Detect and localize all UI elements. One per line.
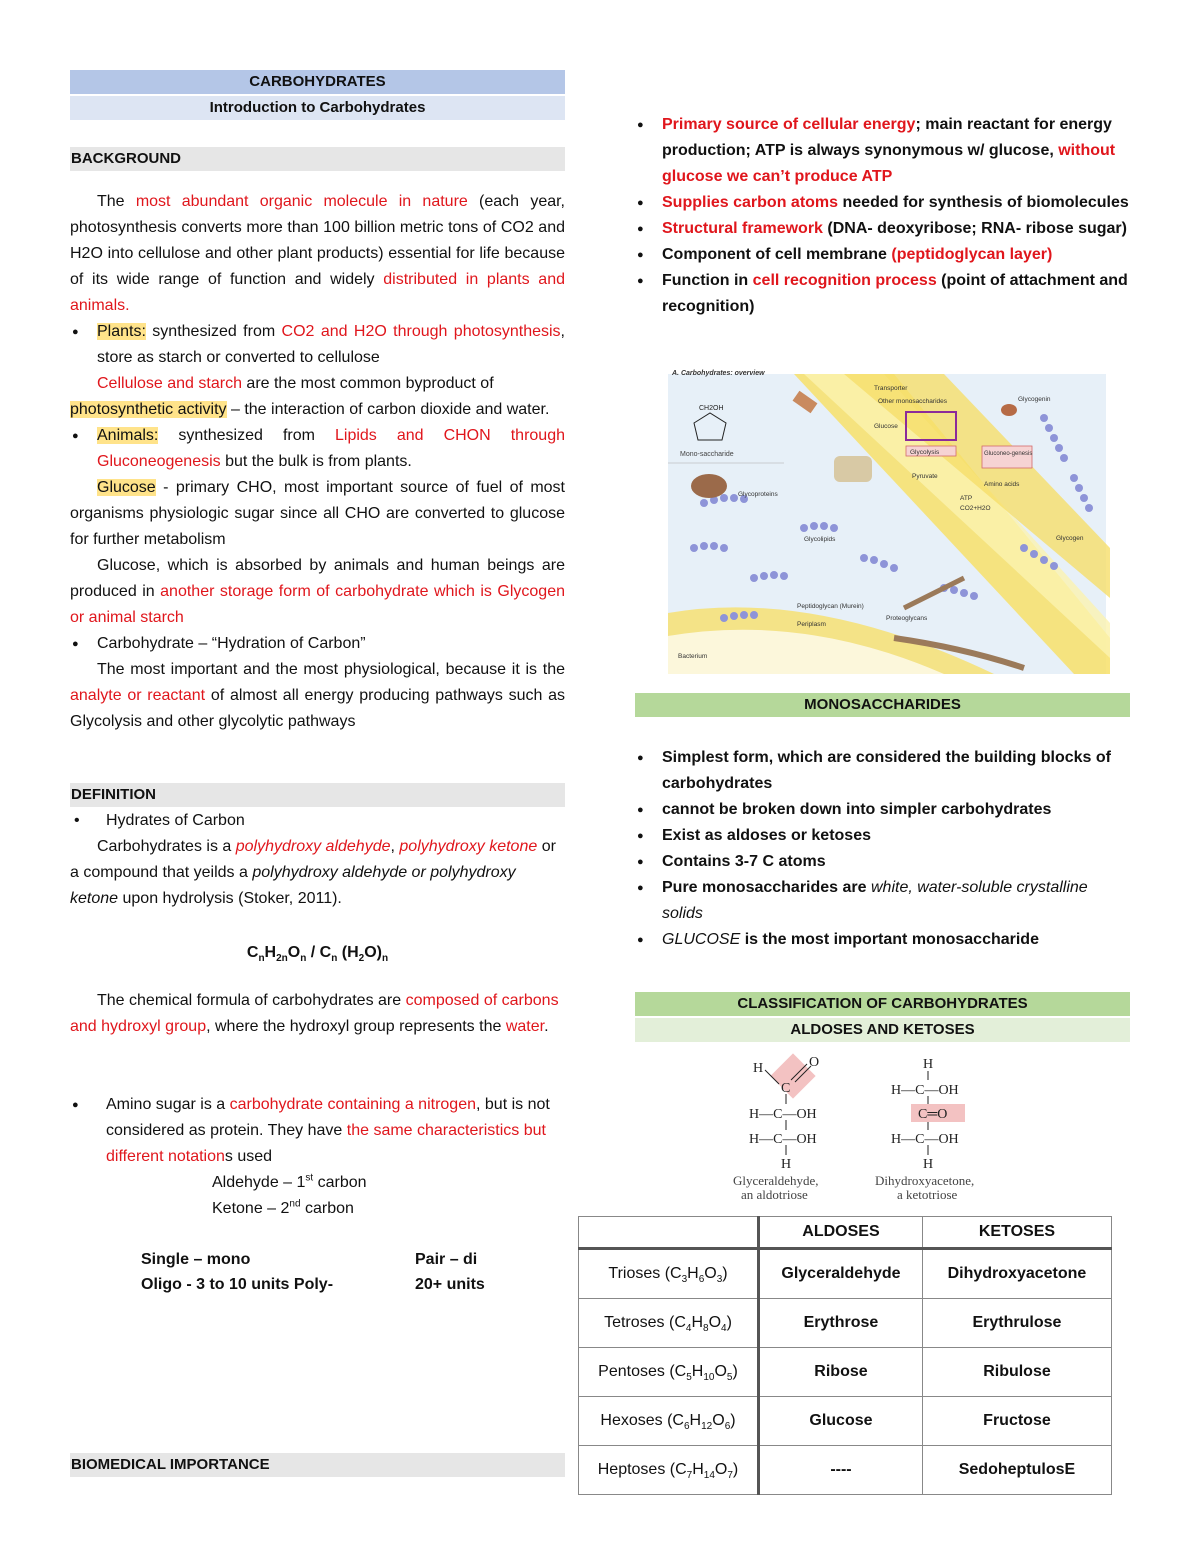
importance-item: ● Primary source of cellular energy; main reactant for energy production; ATP is always synonymous w/ glucose, without glucose we can’t produce ATP [635,112,1130,190]
monosaccharides-heading: MONOSACCHARIDES [635,693,1130,717]
row-aldose: Glyceraldehyde [759,1249,923,1299]
table-header-aldoses: ALDOSES [759,1217,923,1249]
twenty-units: 20+ units [415,1276,485,1293]
importance-item: ● Function in cell recognition process (point of attachment and recognition) [635,268,1130,320]
amino-sugar-section [70,1092,565,1222]
table-header-empty [579,1217,759,1249]
classification-heading: CLASSIFICATION OF CARBOHYDRATES [635,992,1130,1016]
classification-table [578,1216,1112,1495]
importance-item: ● Supplies carbon atoms needed for synthesis of biomolecules [635,190,1130,216]
cellulose-text-cont: photosynthetic activity – the interaction of carbon dioxide and water. [70,401,550,418]
table-header-row [579,1217,1112,1249]
figure-co2: CO2+H2O [960,505,991,512]
figure-glucose: Glucose [874,423,898,430]
dha-caption-1: Dihydroxyacetone, [875,1173,975,1188]
svg-text:C═O: C═O [918,1107,948,1122]
background-heading: BACKGROUND [70,147,565,171]
svg-text:C: C [781,1081,791,1096]
figure-glycogenin: Glycogenin [1018,396,1051,403]
animals-bullet: ● Animals: synthesized from Lipids and CHON through Gluconeogenesis but the bulk is from plants. [70,423,565,475]
table-row [579,1397,1112,1446]
carbohydrates-overview-figure [664,368,1110,678]
glycogen-paragraph: Glucose, which is absorbed by animals and human beings are produced in another storage form of carbohydrate which is Glycogen or animal starch [70,557,565,626]
definition-heading: DEFINITION [70,783,565,807]
figure-glycolysis: Glycolysis [910,449,940,456]
row-ketose: Fructose [922,1397,1111,1446]
svg-text:H: H [923,1157,934,1172]
table-row [579,1446,1112,1495]
svg-text:H: H [781,1157,792,1172]
definition-section [70,808,565,912]
mono-item: ● Simplest form, which are considered the building blocks of carbohydrates [635,745,1130,797]
figure-periplasm: Periplasm [797,621,826,628]
row-ketose: Ribulose [922,1348,1111,1397]
plants-bullet: ● Plants: synthesized from CO2 and H2O through photosynthesis, store as starch or converted to cellulose [70,319,565,371]
row-aldose: ---- [759,1446,923,1495]
hydrates-bullet: • Hydrates of Carbon [74,812,245,829]
row-ketose: Erythrulose [922,1299,1111,1348]
table-row [579,1299,1112,1348]
row-aldose: Ribose [759,1348,923,1397]
importance-item: ● Component of cell membrane (peptidoglycan layer) [635,242,1130,268]
table-row [579,1348,1112,1397]
single-mono: Single – mono [141,1251,251,1268]
figure-peptidoglycan: Peptidoglycan (Murein) [797,603,864,610]
mono-item: ● cannot be broken down into simpler carbohydrates [635,797,1130,823]
figure-pyruvate: Pyruvate [912,473,938,480]
figure-glycogen: Glycogen [1056,535,1084,542]
figure-glycolipids: Glycolipids [804,536,836,543]
mono-item: ● GLUCOSE is the most important monosaccharide [635,927,1130,953]
table-header-ketoses: KETOSES [922,1217,1111,1249]
row-aldose: Erythrose [759,1299,923,1348]
figure-gluconeo: Gluconeo-genesis [984,451,1033,457]
background-section [70,189,565,735]
figure-mono-label: Mono-saccharide [680,451,734,458]
figure-proteoglycans: Proteoglycans [886,615,928,622]
figure-other-mono: Other monosaccharides [878,398,948,405]
svg-text:H: H [753,1061,764,1076]
aldoses-ketoses-heading: ALDOSES AND KETOSES [635,1018,1130,1042]
svg-text:O: O [809,1055,820,1070]
glyceraldehyde-caption-2: an aldotriose [741,1187,808,1202]
glucose-paragraph: Glucose - primary CHO, most important source of fuel of most organisms physiologic sugar since all CHO are converted to glucose for further metabolism [70,479,565,548]
figure-bacterium: Bacterium [678,653,708,660]
important-paragraph: The most important and the most physiological, because it is the analyte or reactant of almost all energy producing pathways such as Glycolysis and other glycolytic pathways [70,661,565,730]
row-name: Hexoses $(C_6H_{12}O_6)$ [579,1397,759,1446]
svg-text:H—C—OH: H—C—OH [891,1083,959,1098]
figure-atp: ATP [960,495,973,502]
figure-title: A. Carbohydrates: overview [672,370,765,377]
mono-item: ● Exist as aldoses or ketoses [635,823,1130,849]
glyceraldehyde-caption-1: Glyceraldehyde, [733,1173,819,1188]
ring-label: CH2OH [699,405,724,412]
definition-paragraph: Carbohydrates is a polyhydroxy aldehyde, polyhydroxy ketone or a compound that yeilds a polyhydroxy aldehyde or polyhydroxy ketone upon hydrolysis (Stoker, 2011). [70,838,556,907]
dha-caption-2: a ketotriose [897,1187,958,1202]
oligo-poly: Oligo - 3 to 10 units Poly- [141,1276,334,1293]
row-ketose: SedoheptulosE [922,1446,1111,1495]
row-name: Pentoses $(C_5H_{10}O_5)$ [579,1348,759,1397]
aldehyde-line: Aldehyde – 1st carbon [212,1172,367,1191]
row-name: Trioses $(C_3H_6O_3)$ [579,1249,759,1299]
background-paragraph: The most abundant organic molecule in nature (each year, photosynthesis converts more than 100 billion metric tons of CO2 and H2O into cellulose and other plant products) essential for life because of its wide range of function and widely distributed in plants and animals. [70,193,566,314]
row-name: Heptoses $(C_7H_{14}O_7)$ [579,1446,759,1495]
svg-text:H—C—OH: H—C—OH [891,1132,959,1147]
amino-sugar-bullet: ● Amino sugar is a carbohydrate containing a nitrogen, but is not considered as protein. They have the same characteristics but different notations used [70,1092,565,1170]
table-row [579,1249,1112,1299]
figure-glycoproteins: Glycoproteins [738,491,778,498]
svg-text:H—C—OH: H—C—OH [749,1132,817,1147]
monosaccharides-list [635,745,1130,953]
row-aldose: Glucose [759,1397,923,1446]
cellulose-text: Cellulose and starch are the most common byproduct of [97,375,494,392]
mono-item: ● Pure monosaccharides are white, water-soluble crystalline solids [635,875,1130,927]
page-title: CARBOHYDRATES [70,70,565,94]
row-ketose: Dihydroxyacetone [922,1249,1111,1299]
importance-list [635,112,1130,320]
svg-text:H: H [923,1057,934,1072]
chemical-formula-paragraph: The chemical formula of carbohydrates are composed of carbons and hydroxyl group, where the hydroxyl group represents the water. [70,992,559,1035]
ketone-line: Ketone – 2nd carbon [212,1198,354,1217]
figure-amino-acids: Amino acids [984,481,1020,488]
pair-di: Pair – di [415,1251,478,1268]
importance-item: ● Structural framework (DNA- deoxyribose; RNA- ribose sugar) [635,216,1130,242]
figure-transporter: Transporter [874,385,908,392]
biomedical-heading: BIOMEDICAL IMPORTANCE [70,1453,565,1477]
row-name: Tetroses $(C_4H_8O_4)$ [579,1299,759,1348]
hydration-bullet: ● Carbohydrate – “Hydration of Carbon” [70,631,565,657]
mono-item: ● Contains 3-7 C atoms [635,849,1130,875]
structures-figure [725,1052,1015,1202]
formula: $C_nH_{2n}O_n / C_n$ $(H_2O)_n$ [246,944,389,965]
svg-text:H—C—OH: H—C—OH [749,1107,817,1122]
page-subtitle: Introduction to Carbohydrates [70,96,565,120]
